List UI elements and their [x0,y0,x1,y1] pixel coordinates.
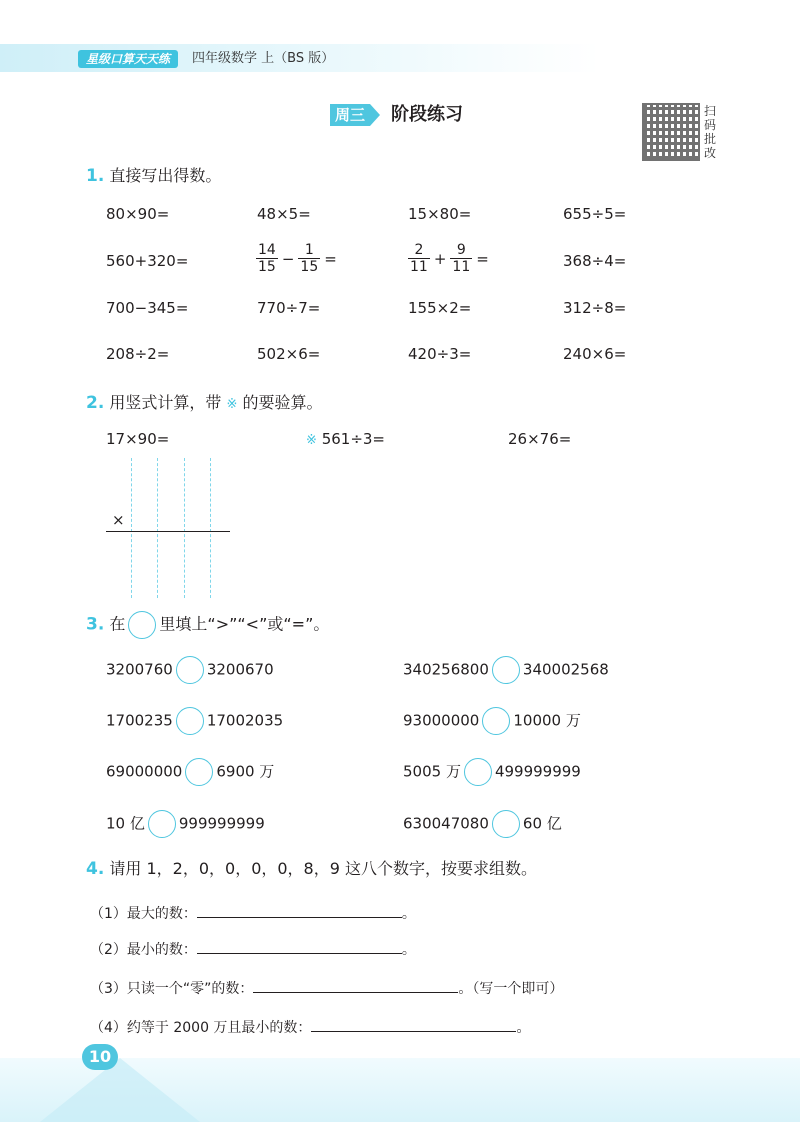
q2-title: 用竖式计算，带 [109,393,222,412]
q4-heading [86,858,537,880]
q1-item: 208÷2= [106,345,170,363]
q4-item: （2）最小的数： 。 [90,937,416,960]
answer-circle[interactable] [482,707,510,735]
guide-line [210,458,211,598]
answer-blank[interactable] [197,901,402,918]
times-sign: × [112,511,125,529]
star-icon: ※ [226,397,238,412]
week-tag: 周三 [330,104,370,126]
page-title: 阶段练习 [391,104,463,125]
circle-icon [128,611,156,639]
q1-item: 240×6= [563,345,627,363]
q1-item: 368÷4= [563,252,627,270]
qr-code-icon[interactable] [642,103,700,161]
q1-item: 312÷8= [563,299,627,317]
q2-heading [86,392,323,416]
answer-circle[interactable] [492,656,520,684]
q3-title-suffix: 里填上“>”“<”或“=”。 [159,614,330,634]
q1-fraction-item: $\frac{2}{11}$ + $\frac{9}{11}$ = [410,242,489,275]
compare-item: 3200760 3200670 [106,656,274,684]
answer-circle[interactable] [464,758,492,786]
answer-blank[interactable] [311,1015,516,1032]
q4-title: 请用 1，2，0，0，0，0，8，9 这八个数字，按要求组数。 [109,859,538,878]
guide-line [157,458,158,598]
q3-number: 3. [86,614,105,635]
compare-item: 630047080 60 亿 [403,810,562,838]
q4-item: （3）只读一个“零”的数： 。（写一个即可） [90,976,563,999]
answer-circle[interactable] [492,810,520,838]
answer-circle[interactable] [176,656,204,684]
answer-circle[interactable] [148,810,176,838]
book-title: 四年级数学 上（BS 版） [192,51,335,66]
q1-item: 15×80= [408,205,472,223]
q3-heading [86,611,329,639]
q1-item: 155×2= [408,299,472,317]
answer-blank[interactable] [253,976,458,993]
q2-item-starred [306,429,385,451]
answer-circle[interactable] [185,758,213,786]
fraction: $\frac{1}{15}$ [300,242,319,275]
q3-title: 在 [109,614,126,634]
compare-item: 69000000 6900 万 [106,758,274,786]
answer-blank[interactable] [197,937,402,954]
brand-label: 星级口算天天练 [78,50,178,68]
q2-title-suffix: 的要验算。 [242,393,323,412]
q1-item: 420÷3= [408,345,472,363]
q1-title: 直接写出得数。 [109,166,222,185]
guide-line [184,458,185,598]
compare-item: 10 亿 999999999 [106,810,265,838]
q2-item: 26×76= [508,430,572,448]
week-tag-arrow-icon [370,104,380,126]
q4-item: （1）最大的数： 。 [90,901,416,924]
fraction: $\frac{14}{15}$ [258,242,276,275]
q2-item: 561÷3= [321,430,385,448]
q4-number: 4. [86,859,105,879]
q1-item: 655÷5= [563,205,627,223]
q1-heading [86,165,221,187]
fraction: $\frac{2}{11}$ [410,242,428,275]
guide-line [131,458,132,598]
q1-number: 1. [86,166,105,186]
page-number: 10 [82,1044,118,1070]
star-icon: ※ [306,433,317,448]
compare-item: 93000000 10000 万 [403,707,581,735]
q1-fraction-item: $\frac{14}{15}$ − $\frac{1}{15}$ = [258,242,337,275]
fraction: $\frac{9}{11}$ [452,242,471,275]
compare-item: 5005 万 499999999 [403,758,581,786]
q2-item: 17×90= [106,430,170,448]
answer-circle[interactable] [176,707,204,735]
q1-item: 770÷7= [257,299,321,317]
qr-label: 扫码批改 [704,104,717,160]
compare-item: 340256800 340002568 [403,656,609,684]
q1-item: 560+320= [106,252,189,270]
q1-item: 700−345= [106,299,189,317]
q2-number: 2. [86,393,105,413]
compare-item: 1700235 17002035 [106,707,283,735]
q4-item: （4）约等于 2000 万且最小的数： 。 [90,1015,530,1038]
calc-line [106,531,230,532]
q1-item: 48×5= [257,205,311,223]
q1-item: 80×90= [106,205,170,223]
q1-item: 502×6= [257,345,321,363]
footer-decoration [40,1058,200,1122]
